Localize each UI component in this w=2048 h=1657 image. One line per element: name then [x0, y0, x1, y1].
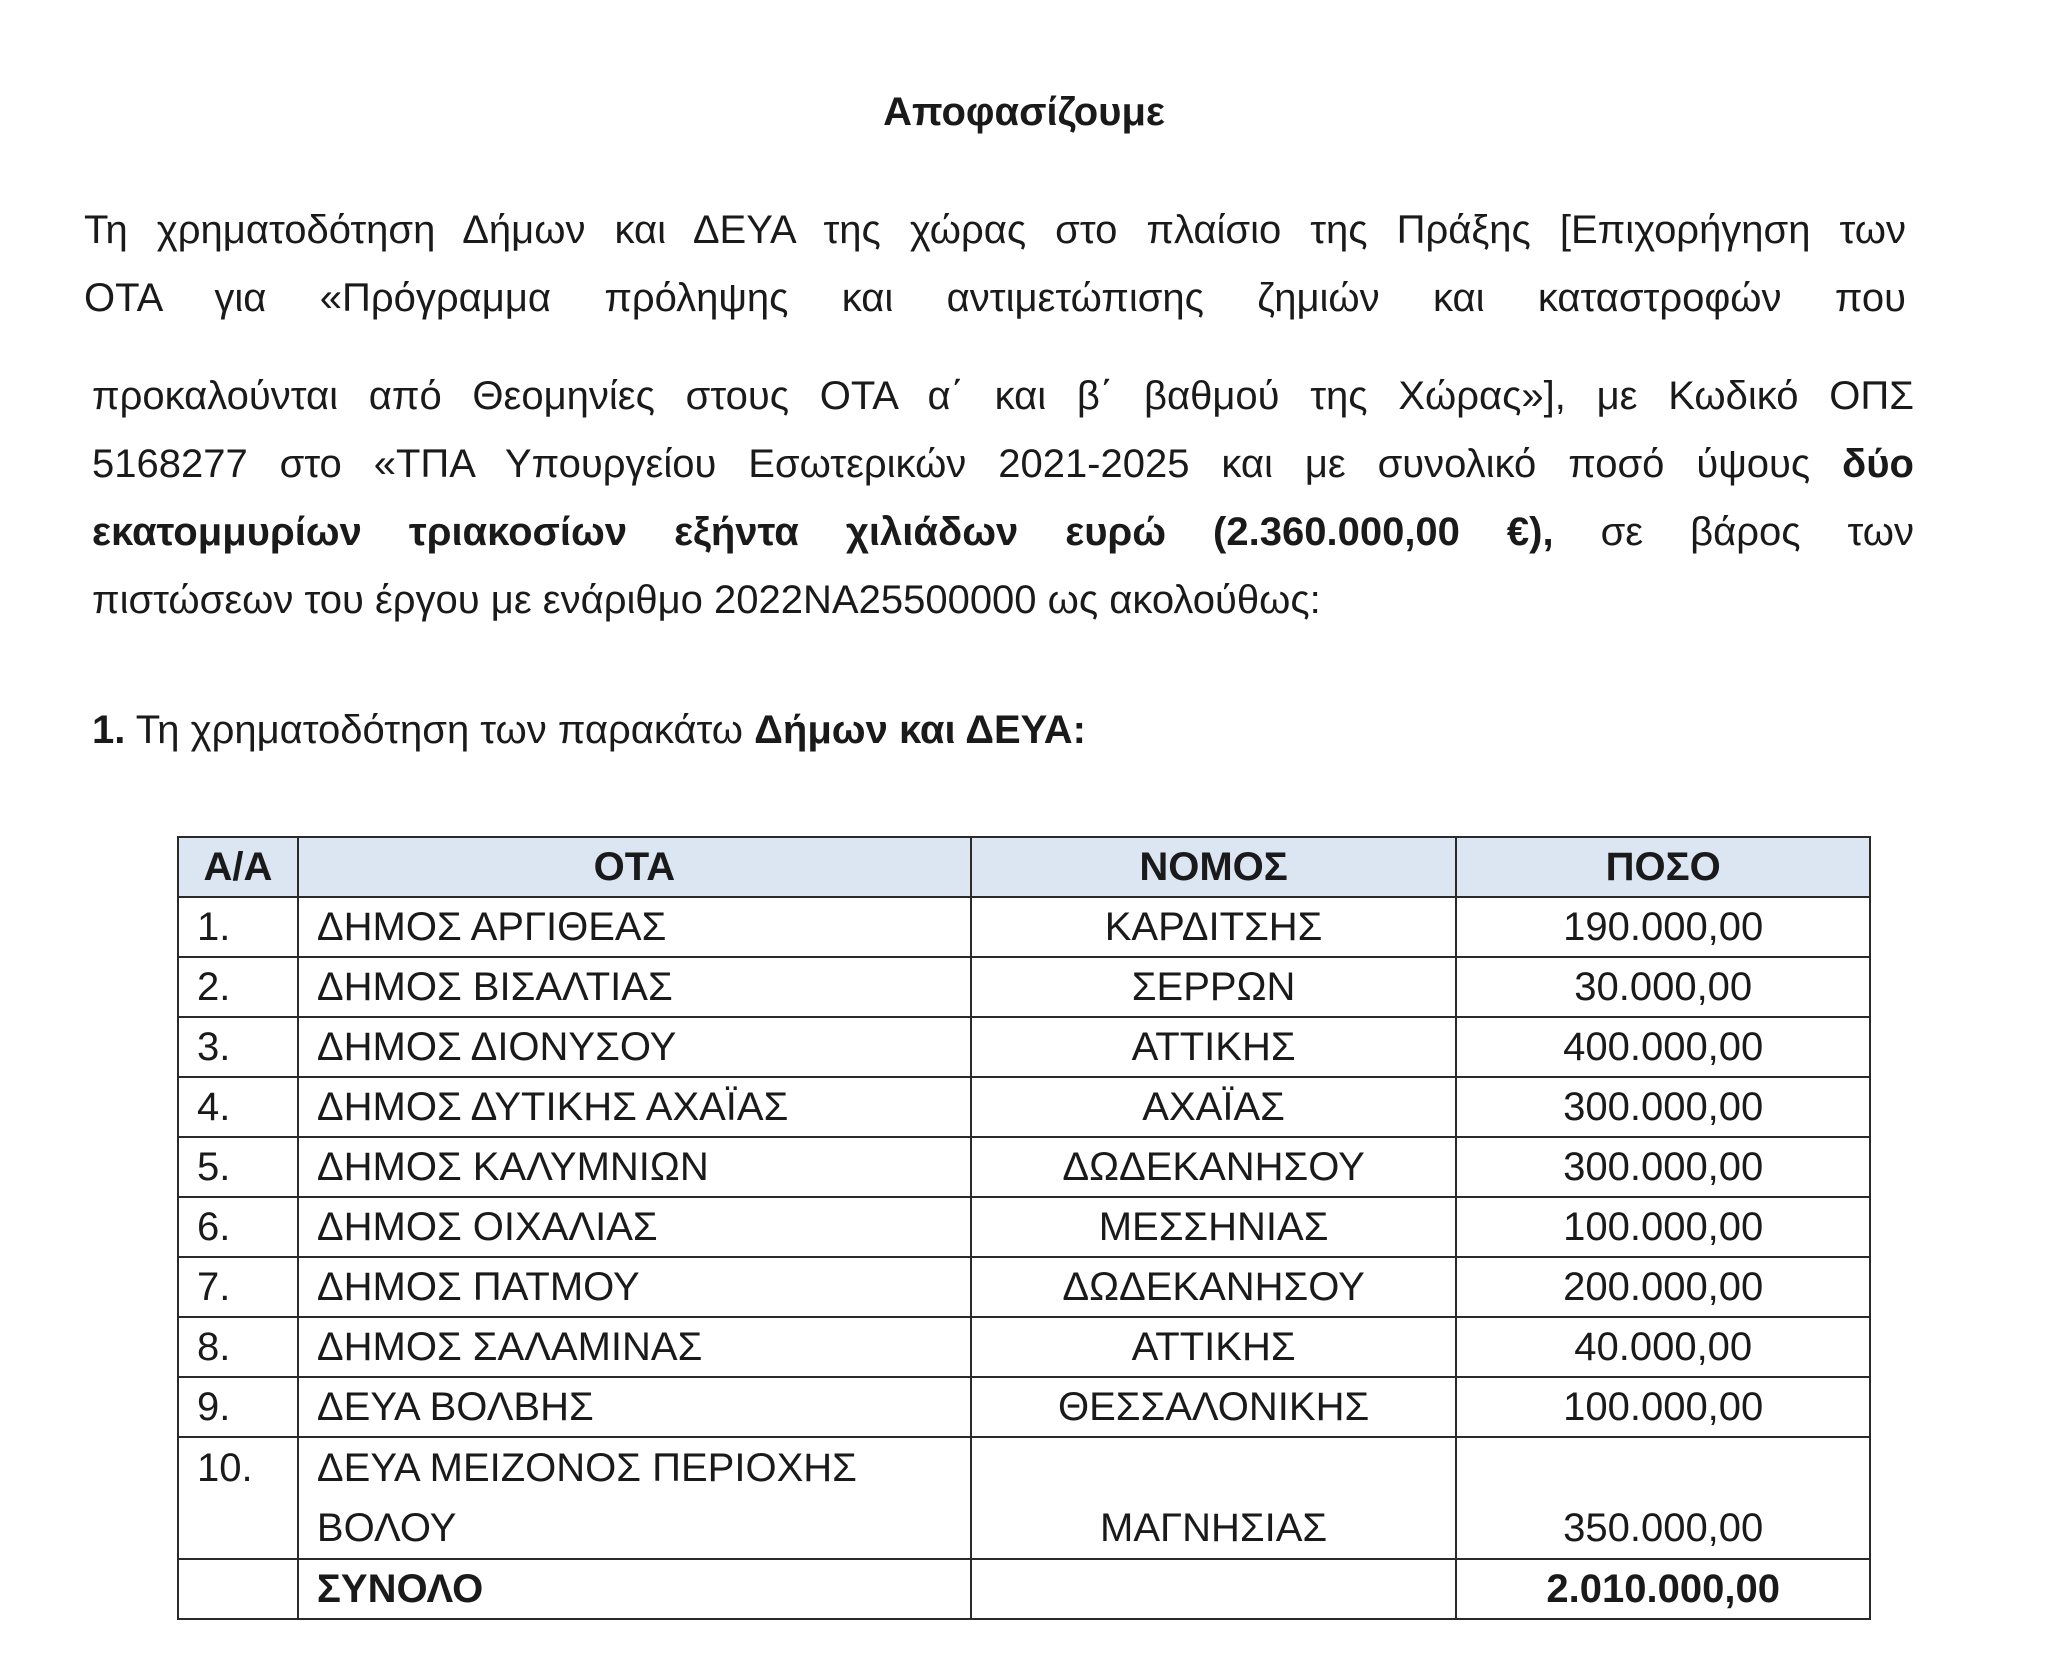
- funding-paragraph: [92, 362, 1914, 634]
- cell-ota: ΔΗΜΟΣ ΑΡΓΙΘΕΑΣ: [298, 897, 971, 957]
- section-item-number: 1.: [92, 708, 126, 752]
- cell-aa: 10.: [178, 1437, 298, 1559]
- table-row: [178, 957, 1870, 1017]
- table-row: [178, 1197, 1870, 1257]
- cell-ota: ΔΗΜΟΣ ΟΙΧΑΛΙΑΣ: [298, 1197, 971, 1257]
- cell-nomos: ΔΩΔΕΚΑΝΗΣΟΥ: [971, 1257, 1457, 1317]
- funding-line-4: πιστώσεων του έργου με ενάριθμο 2022ΝΑ25500000 ως ακολούθως:: [92, 578, 1321, 622]
- cell-poso: 100.000,00: [1456, 1377, 1870, 1437]
- header-aa: Α/Α: [178, 837, 298, 897]
- header-ota: ΟΤΑ: [298, 837, 971, 897]
- cell-poso: 40.000,00: [1456, 1317, 1870, 1377]
- table-row: [178, 1137, 1870, 1197]
- cell-nomos: ΑΧΑΪΑΣ: [971, 1077, 1457, 1137]
- funding-amount-text: εκατομμυρίων τριακοσίων εξήντα χιλιάδων ευρώ (2.360.000,00 €),: [92, 510, 1554, 554]
- table-row: [178, 1077, 1870, 1137]
- table-row: [178, 897, 1870, 957]
- cell-ota: ΔΗΜΟΣ ΠΑΤΜΟΥ: [298, 1257, 971, 1317]
- cell-empty: [178, 1559, 298, 1619]
- cell-poso: 100.000,00: [1456, 1197, 1870, 1257]
- funding-line-2: [92, 430, 1914, 498]
- cell-ota-line-1: ΔΕΥΑ ΜΕΙΖΟΝΟΣ ΠΕΡΙΟΧΗΣ: [316, 1446, 857, 1490]
- intro-line-2: ΟΤΑ για «Πρόγραμμα πρόληψης και αντιμετώπισης ζημιών και καταστροφών που: [84, 276, 1906, 320]
- cell-poso: 190.000,00: [1456, 897, 1870, 957]
- cell-ota: ΔΗΜΟΣ ΒΙΣΑΛΤΙΑΣ: [298, 957, 971, 1017]
- section-item-1: [92, 706, 1086, 754]
- cell-aa: 7.: [178, 1257, 298, 1317]
- funding-line-3: [92, 498, 1914, 566]
- table-row: [178, 1017, 1870, 1077]
- cell-ota: ΔΗΜΟΣ ΣΑΛΑΜΙΝΑΣ: [298, 1317, 971, 1377]
- cell-empty: [971, 1559, 1457, 1619]
- cell-nomos: ΜΑΓΝΗΣΙΑΣ: [971, 1437, 1457, 1559]
- cell-aa: 2.: [178, 957, 298, 1017]
- table-row: [178, 1257, 1870, 1317]
- cell-nomos: ΚΑΡΔΙΤΣΗΣ: [971, 897, 1457, 957]
- cell-aa: 6.: [178, 1197, 298, 1257]
- intro-paragraph: [84, 196, 1906, 332]
- table-row: [178, 1377, 1870, 1437]
- table-header-row: [178, 837, 1870, 897]
- total-label: ΣΥΝΟΛΟ: [298, 1559, 971, 1619]
- cell-poso: 350.000,00: [1456, 1437, 1870, 1559]
- cell-poso: 30.000,00: [1456, 957, 1870, 1017]
- cell-poso: 200.000,00: [1456, 1257, 1870, 1317]
- cell-nomos: ΣΕΡΡΩΝ: [971, 957, 1457, 1017]
- section-item-bold: Δήμων και ΔΕΥΑ:: [754, 708, 1086, 752]
- cell-ota: ΔΗΜΟΣ ΔΥΤΙΚΗΣ ΑΧΑΪΑΣ: [298, 1077, 971, 1137]
- funding-line-2-text: 5168277 στο «ΤΠΑ Υπουργείου Εσωτερικών 2021-2025 και με συνολικό ποσό ύψους: [92, 442, 1843, 486]
- cell-aa: 9.: [178, 1377, 298, 1437]
- cell-aa: 3.: [178, 1017, 298, 1077]
- cell-nomos: ΘΕΣΣΑΛΟΝΙΚΗΣ: [971, 1377, 1457, 1437]
- cell-aa: 5.: [178, 1137, 298, 1197]
- cell-aa: 4.: [178, 1077, 298, 1137]
- page-title: Αποφασίζουμε: [883, 90, 1165, 134]
- header-poso: ΠΟΣΟ: [1456, 837, 1870, 897]
- table-total-row: [178, 1559, 1870, 1619]
- cell-ota: [298, 1437, 971, 1559]
- table-row: [178, 1317, 1870, 1377]
- cell-aa: 8.: [178, 1317, 298, 1377]
- header-nomos: ΝΟΜΟΣ: [971, 837, 1457, 897]
- cell-ota-line-2: ΒΟΛΟΥ: [316, 1506, 457, 1550]
- funding-line-3-text: σε βάρος των: [1553, 510, 1915, 554]
- total-value: 2.010.000,00: [1456, 1559, 1870, 1619]
- funding-line-1: προκαλούνται από Θεομηνίες στους ΟΤΑ α΄ και β΄ βαθμού της Χώρας»], με Κωδικό ΟΠΣ: [92, 374, 1914, 418]
- cell-nomos: ΜΕΣΣΗΝΙΑΣ: [971, 1197, 1457, 1257]
- cell-poso: 300.000,00: [1456, 1077, 1870, 1137]
- cell-ota: ΔΗΜΟΣ ΚΑΛΥΜΝΙΩΝ: [298, 1137, 971, 1197]
- cell-nomos: ΑΤΤΙΚΗΣ: [971, 1317, 1457, 1377]
- cell-poso: 400.000,00: [1456, 1017, 1870, 1077]
- intro-line-1: Τη χρηματοδότηση Δήμων και ΔΕΥΑ της χώρας στο πλαίσιο της Πράξης [Επιχορήγηση των: [84, 208, 1906, 252]
- funding-table: [177, 836, 1871, 1620]
- section-item-text: Τη χρηματοδότηση των παρακάτω: [125, 708, 755, 752]
- cell-ota: ΔΗΜΟΣ ΔΙΟΝΥΣΟΥ: [298, 1017, 971, 1077]
- cell-ota: ΔΕΥΑ ΒΟΛΒΗΣ: [298, 1377, 971, 1437]
- cell-poso: 300.000,00: [1456, 1137, 1870, 1197]
- cell-nomos: ΑΤΤΙΚΗΣ: [971, 1017, 1457, 1077]
- cell-aa: 1.: [178, 897, 298, 957]
- cell-nomos: ΔΩΔΕΚΑΝΗΣΟΥ: [971, 1137, 1457, 1197]
- funding-line-2-bold: δύο: [1842, 442, 1914, 486]
- table-row: [178, 1437, 1870, 1559]
